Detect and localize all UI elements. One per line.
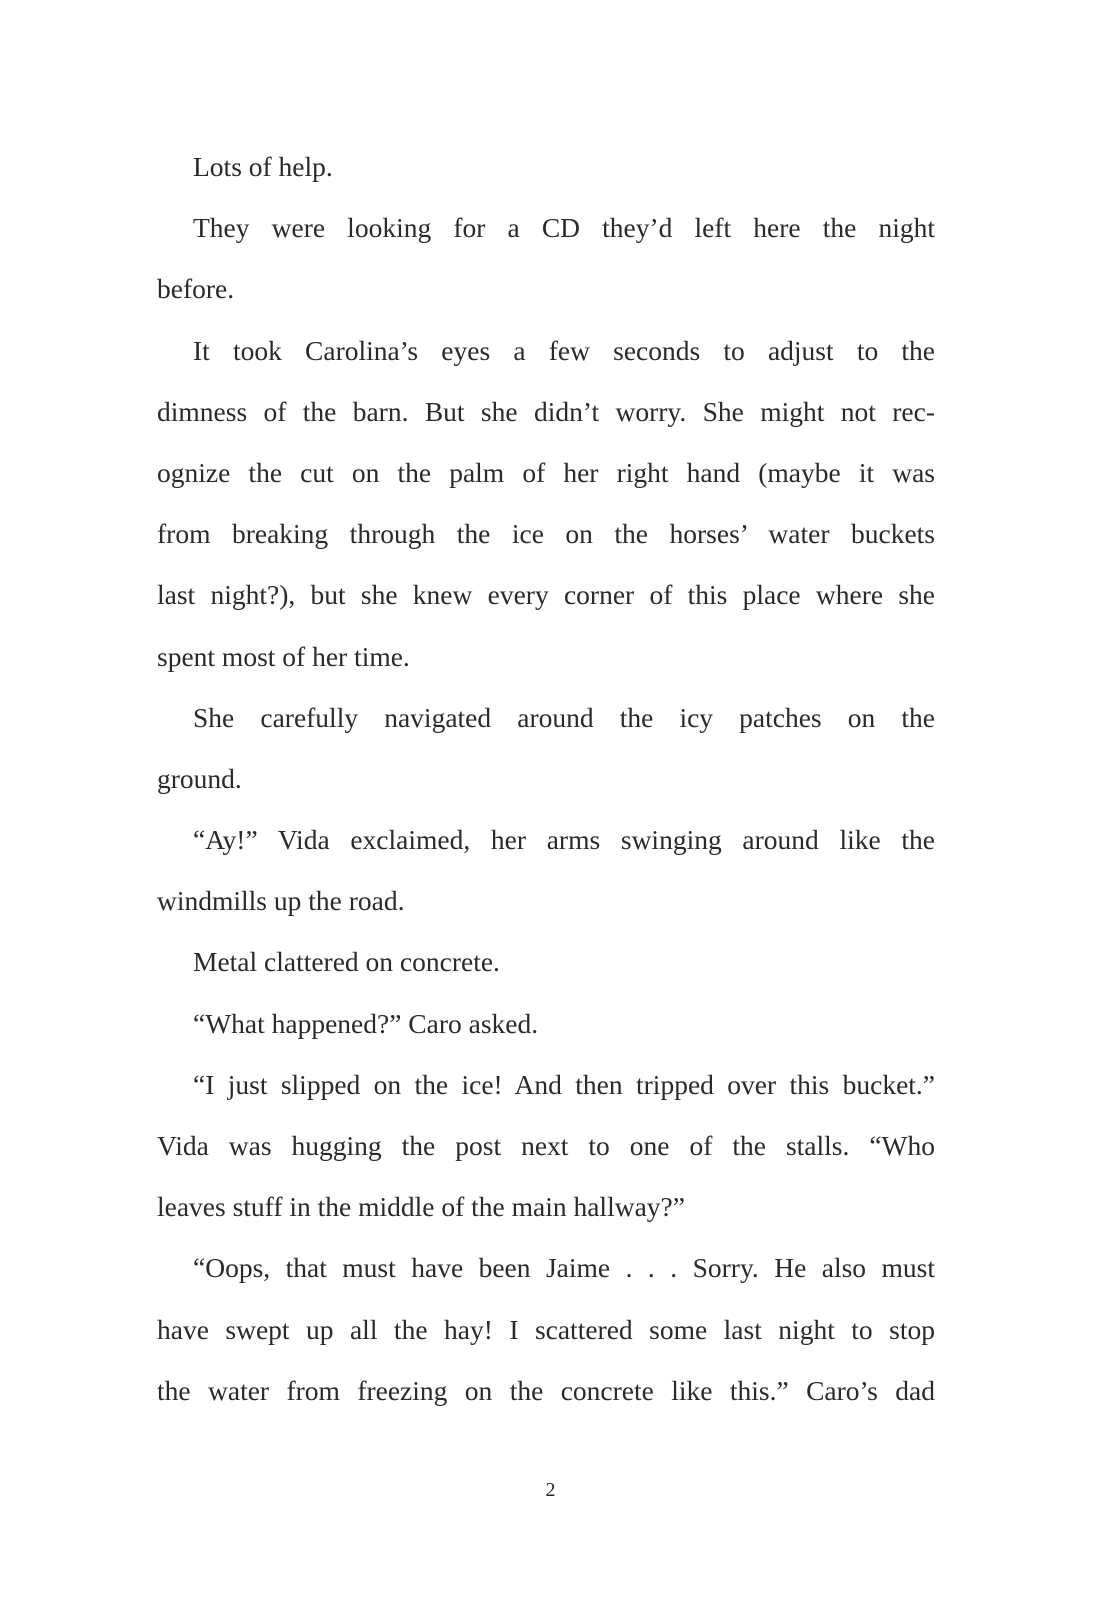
text-line: have swept up all the hay! I scattered some last night to stop [157, 1313, 935, 1345]
text-line: from breaking through the ice on the horses’ water buckets [157, 518, 935, 550]
body-text [157, 136, 935, 1421]
text-line: “Oops, that must have been Jaime . . . Sorry. He also must [193, 1252, 935, 1284]
text-line: the water from freezing on the concrete like this.” Caro’s dad [157, 1374, 935, 1406]
text-line: ground. [157, 762, 242, 794]
text-line: windmills up the road. [157, 885, 405, 917]
page-number: 2 [545, 1479, 556, 1501]
text-line: Metal clattered on concrete. [193, 946, 500, 978]
text-line: “I just slipped on the ice! And then tripped over this bucket.” [193, 1068, 935, 1100]
text-line: ognize the cut on the palm of her right hand (maybe it was [157, 456, 935, 488]
text-line: “What happened?” Caro asked. [193, 1007, 539, 1039]
text-line: She carefully navigated around the icy patches on the [193, 701, 935, 733]
text-line: dimness of the barn. But she didn’t worry. She might not rec- [157, 395, 935, 427]
text-line: last night?), but she knew every corner of this place where she [157, 579, 935, 611]
text-line: Lots of help. [193, 151, 333, 182]
text-line: before. [157, 273, 235, 305]
text-line: It took Carolina’s eyes a few seconds to adjust to the [193, 334, 935, 366]
text-line: They were looking for a CD they’d left here the night [193, 212, 935, 244]
text-line: “Ay!” Vida exclaimed, her arms swinging around like the [193, 824, 935, 856]
text-line: leaves stuff in the middle of the main hallway?” [157, 1191, 685, 1223]
text-line: spent most of her time. [157, 640, 410, 672]
text-line: Vida was hugging the post next to one of the stalls. “Who [157, 1130, 935, 1161]
